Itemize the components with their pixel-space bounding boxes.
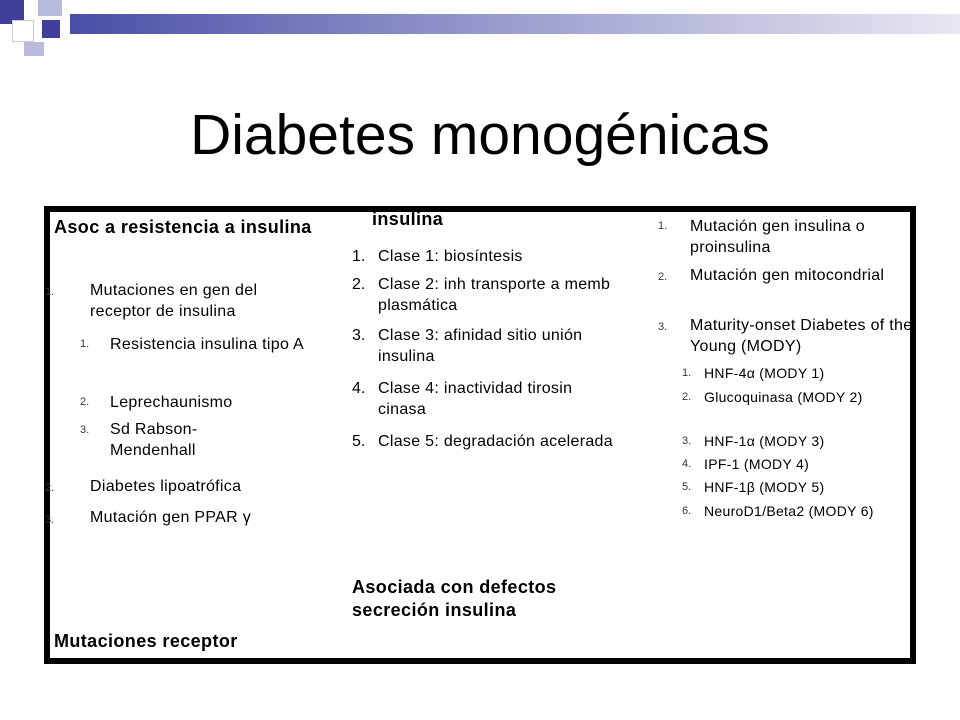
list-item-number: 2. [45,482,55,494]
list-item-number: 1. [682,367,692,379]
decor-square [12,20,34,42]
list-item-number: 3. [80,424,90,436]
list-item-text: Mutación gen insulina o proinsulina [690,218,866,256]
list-item-text: Clase 1: biosíntesis [378,248,523,265]
list-item-text: HNF-1β (MODY 5) [704,479,825,495]
list-item-text: Clase 4: inactividad tirosin cinasa [378,380,573,418]
list-item-text: Clase 3: afinidad sitio unión insulina [378,327,583,365]
list-item-number: 4. [682,458,692,470]
list-item-text: Diabetes lipoatrófica [90,478,242,495]
list-item-text: Clase 2: inh transporte a memb plasmática [378,276,611,314]
list-item-number: 4. [352,380,366,397]
col1-heading: Asoc a resistencia a insulina [54,217,312,237]
list-item-number: 1. [45,286,55,298]
list-item-text: Leprechaunismo [110,394,233,411]
list-item-number: 3. [682,435,692,447]
column-receptor-insulina [348,209,638,658]
list-item-number: 1. [352,248,366,265]
list-item-text: Clase 5: degradación acelerada [378,433,613,450]
list-item-text: Mutaciones en gen del receptor de insulina [90,282,258,320]
list-item-text: Mutación gen mitocondrial [690,267,885,284]
list-item-number: 2. [682,391,692,403]
column-resistencia [45,212,348,658]
col2-footer: Asociada con defectos secreción insulina [352,577,557,620]
list-item-number: 3. [658,321,668,333]
list-item-text: Glucoquinasa (MODY 2) [704,389,863,405]
list-item-number: 5. [682,481,692,493]
list-item-text: NeuroD1/Beta2 (MODY 6) [704,503,874,519]
list-item-text: HNF-4α (MODY 1) [704,365,825,381]
list-item-text: HNF-1α (MODY 3) [704,433,825,449]
col1-footer: Mutaciones receptor [54,631,238,651]
slide-title: Diabetes monogénicas [190,103,770,168]
col2-heading: insulina [372,209,444,229]
list-item-number: 3. [45,514,55,526]
decor-square [42,20,60,38]
list-item-number: 6. [682,505,692,517]
list-item-text: Mutación gen PPAR γ [90,509,252,526]
list-item-text: Resistencia insulina tipo A [110,336,304,353]
list-item-text: Sd Rabson-Mendenhall [110,421,198,459]
list-item-text: IPF-1 (MODY 4) [704,456,810,472]
header-gradient-bar [70,14,960,34]
column-defectos-secrecion [638,212,916,658]
list-item-number: 5. [352,433,366,450]
list-item-number: 2. [352,276,366,293]
decor-square [38,0,62,16]
list-item-number: 3. [352,327,366,344]
list-item-number: 2. [658,271,668,283]
decor-square [24,42,44,56]
list-item-text: Maturity-onset Diabetes of the Young (MODY) [690,317,913,355]
list-item-number: 1. [658,220,668,232]
content-panel [44,206,916,664]
list-item-number: 1. [80,338,90,350]
list-item-number: 2. [80,396,90,408]
